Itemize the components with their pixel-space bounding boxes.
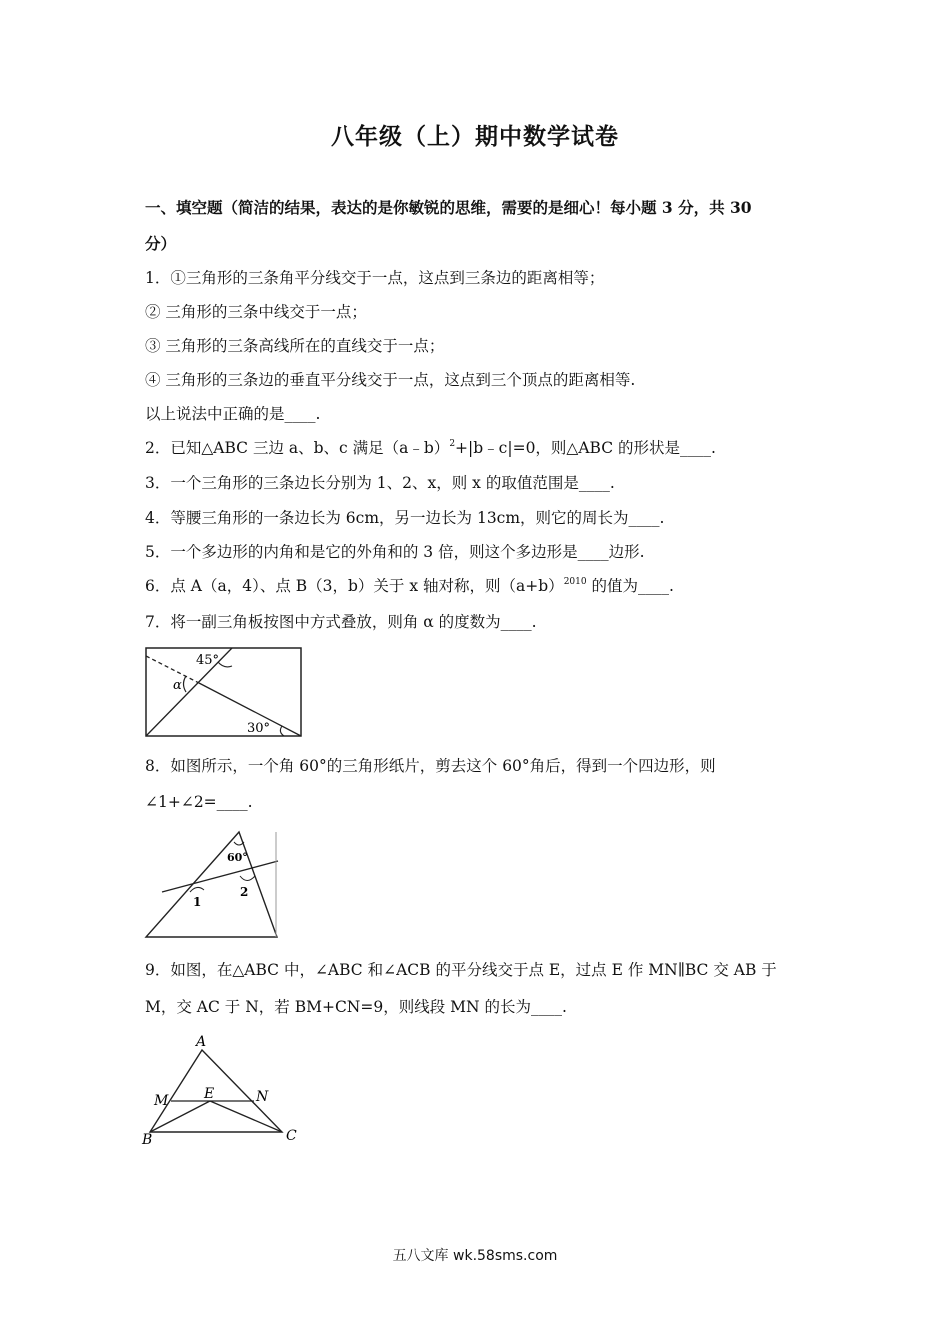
q9-line2: M，交 AC 于 N，若 BM+CN=9，则线段 MN 的长为____. bbox=[145, 998, 567, 1016]
question-4: 4．等腰三角形的一条边长为 6cm，另一边长为 13cm，则它的周长为____. bbox=[145, 509, 665, 527]
section-heading-line1: 一、填空题（简洁的结果，表达的是你敏锐的思维，需要的是细心！每小题 3 分，共 30 bbox=[145, 198, 752, 217]
q9-label-n: N bbox=[256, 1089, 269, 1105]
q8-label-2: 2 bbox=[240, 885, 249, 899]
q8-line2: ∠1+∠2=____. bbox=[145, 793, 253, 811]
q8-line1: 8．如图所示，一个角 60°的三角形纸片，剪去这个 60°角后，得到一个四边形，则 bbox=[145, 757, 716, 775]
q9-label-c: C bbox=[286, 1128, 297, 1144]
q7-figure-triangle-set bbox=[144, 646, 304, 740]
q6-exponent: 2010 bbox=[563, 577, 587, 587]
q9-figure-triangle-abc bbox=[140, 1030, 306, 1150]
q1-line2: ② 三角形的三条中线交于一点； bbox=[145, 303, 367, 321]
section-heading-line2: 分） bbox=[145, 234, 177, 253]
q7-label-alpha: α bbox=[173, 678, 182, 693]
q2-exponent: 2 bbox=[449, 439, 456, 449]
q9-label-e: E bbox=[204, 1086, 215, 1102]
q7-rectangle-frame bbox=[146, 648, 301, 736]
q9-bisector-ce bbox=[210, 1101, 282, 1132]
q2-text-post: +|b﹣c|=0，则△ABC 的形状是____. bbox=[455, 439, 716, 457]
q8-label-60: 60° bbox=[227, 851, 248, 864]
q1-line3: ③ 三角形的三条高线所在的直线交于一点； bbox=[145, 337, 445, 355]
q7-45-triangle-hypotenuse bbox=[146, 648, 232, 736]
q6-text-pre: 6．点 A（a，4）、点 B（3，b）关于 x 轴对称，则（a+b） bbox=[145, 577, 564, 595]
q2-text-pre: 2．已知△ABC 三边 a、b、c 满足（a﹣b） bbox=[145, 439, 450, 457]
q9-label-b: B bbox=[142, 1132, 153, 1148]
q7-45-arc bbox=[218, 662, 232, 667]
q8-angle1-arc bbox=[190, 887, 204, 892]
q8-angle2-arc bbox=[240, 876, 255, 881]
q6-text-post: 的值为____. bbox=[586, 577, 674, 595]
q9-line1: 9．如图，在△ABC 中，∠ABC 和∠ACB 的平分线交于点 E，过点 E 作 MN∥BC 交 AB 于 bbox=[145, 961, 777, 979]
q7-label-45: 45° bbox=[196, 653, 220, 668]
q9-label-m: M bbox=[154, 1093, 169, 1109]
question-2 bbox=[145, 438, 716, 458]
q1-line5: 以上说法中正确的是____. bbox=[145, 405, 321, 423]
page-title: 八年级（上）期中数学试卷 bbox=[331, 123, 619, 150]
q7-label-30: 30° bbox=[247, 721, 271, 736]
question-5: 5．一个多边形的内角和是它的外角和的 3 倍，则这个多边形是____边形. bbox=[145, 543, 645, 561]
q9-label-a: A bbox=[196, 1034, 207, 1050]
q8-label-1: 1 bbox=[193, 895, 202, 909]
q1-line1: 1．①三角形的三条角平分线交于一点，这点到三条边的距离相等； bbox=[145, 269, 605, 287]
question-6 bbox=[145, 576, 674, 596]
question-7: 7．将一副三角板按图中方式叠放，则角 α 的度数为____. bbox=[145, 613, 537, 631]
q7-alpha-arc bbox=[184, 676, 187, 692]
q8-triangle bbox=[146, 832, 277, 937]
q8-cut-line bbox=[162, 861, 278, 892]
page-footer: 五八文库 wk.58sms.com bbox=[392, 1248, 558, 1264]
q8-figure-cut-triangle bbox=[144, 830, 280, 940]
q1-line4: ④ 三角形的三条边的垂直平分线交于一点，这点到三个顶点的距离相等. bbox=[145, 371, 636, 389]
question-3: 3．一个三角形的三条边长分别为 1、2、x，则 x 的取值范围是____. bbox=[145, 474, 615, 492]
